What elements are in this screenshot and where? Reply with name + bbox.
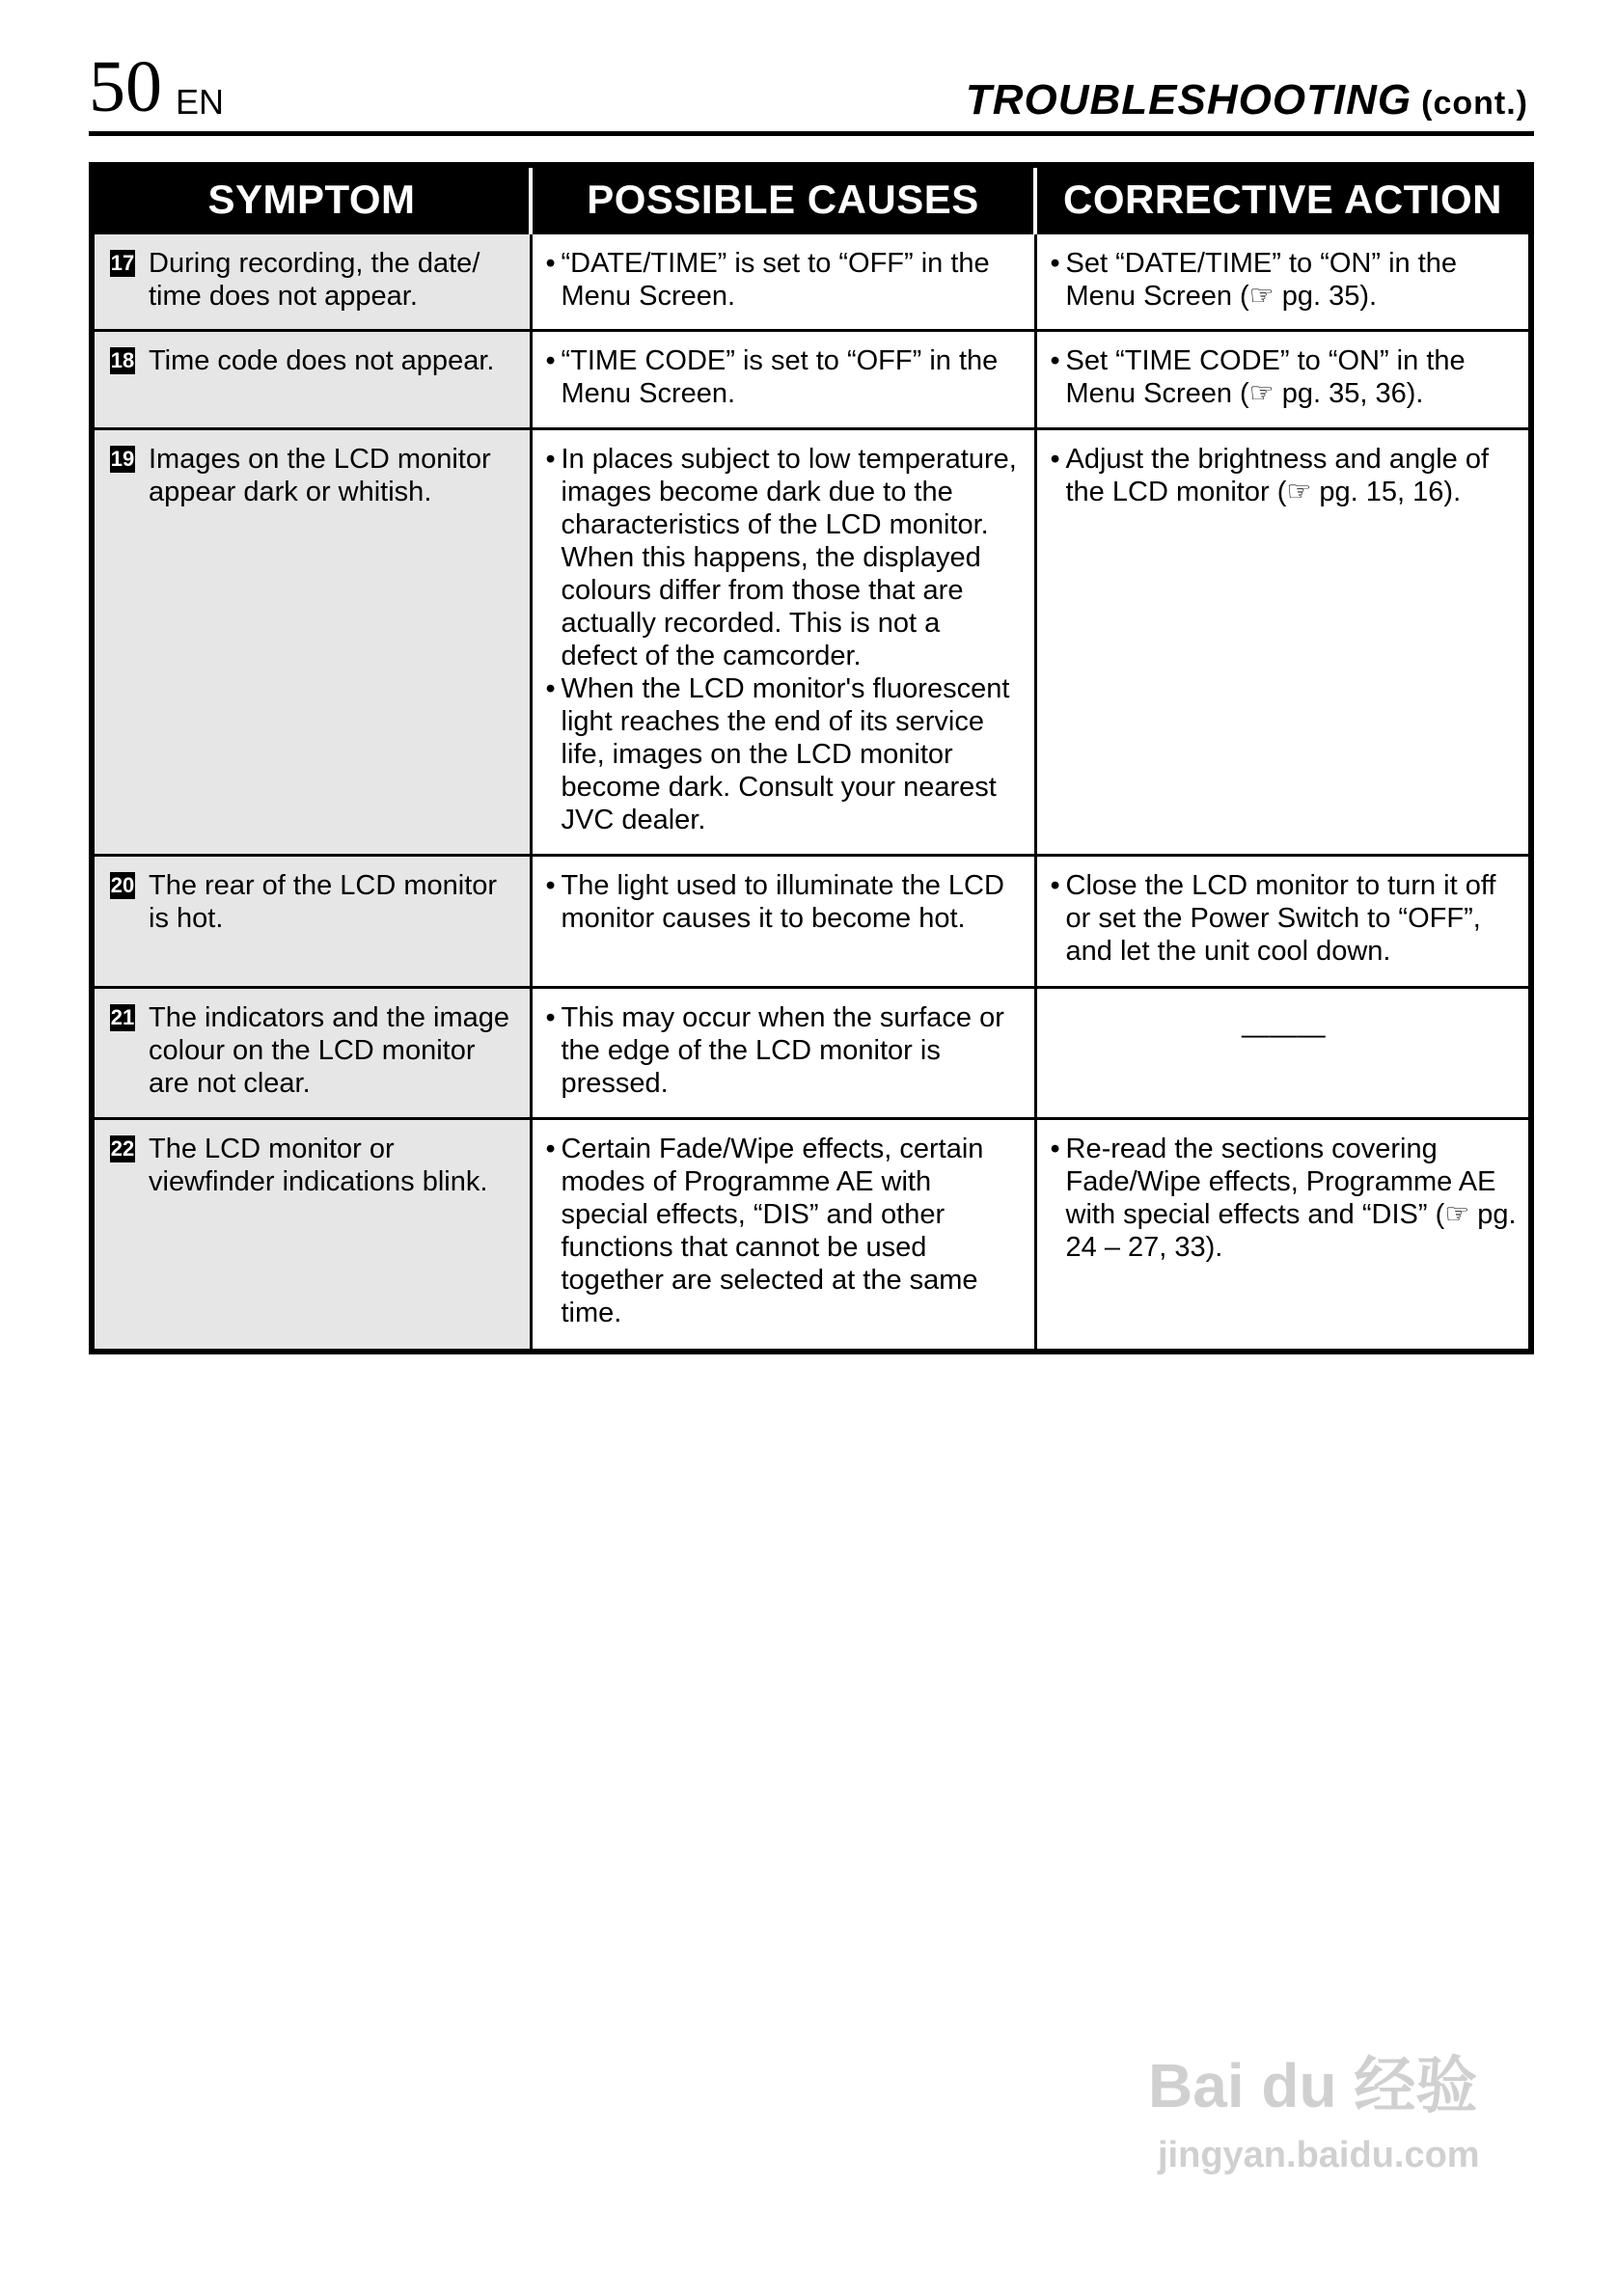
action-cell: • Set “TIME CODE” to “ON” in the Menu Screen (☞ pg. 35, 36). <box>1035 331 1528 429</box>
item-number-badge: 20 <box>110 873 135 897</box>
baidu-watermark-url: jingyan.baidu.com <box>1158 2135 1480 2175</box>
action-cell: • Adjust the brightness and angle of the LCD monitor (☞ pg. 15, 16). <box>1035 429 1528 856</box>
symptom-text: The indicators and the image colour on the LCD monitor are not clear. <box>149 1002 509 1099</box>
cause-text: In places subject to low temperature, images become dark due to the characteristics of the LCD monitor. When this happens, the displayed colours differ from those that are actually recorded. This is not a defect of the camcorder. <box>561 444 1017 671</box>
causes-cell: • “DATE/TIME” is set to “OFF” in the Menu Screen. <box>531 233 1035 331</box>
symptom-cell <box>95 429 531 856</box>
item-number-badge: 21 <box>110 1005 135 1029</box>
symptom-text: Time code does not appear. <box>149 345 495 376</box>
troubleshooting-table <box>89 162 1534 1354</box>
table-row <box>95 988 1528 1119</box>
cause-text: “TIME CODE” is set to “OFF” in the Menu Screen. <box>561 345 999 409</box>
causes-cell: • In places subject to low temperature, images become dark due to the characteristics of the LCD monitor. When this happens, the displayed colours differ from those that are actually recorded. This is not a defect of the camcorder. • When the LCD monitor's fluorescent light reaches the end of its service life, images on the LCD monitor become dark. Consult your nearest JVC dealer. <box>531 429 1035 856</box>
action-text: Set “TIME CODE” to “ON” in the Menu Screen (☞ pg. 35, 36). <box>1065 345 1466 409</box>
action-text: Close the LCD monitor to turn it off or set the Power Switch to “OFF”, and let the unit cool down. <box>1065 870 1496 967</box>
language-label: EN <box>176 82 225 122</box>
symptom-cell <box>95 233 531 331</box>
symptom-cell <box>95 988 531 1119</box>
table-row <box>95 233 1528 331</box>
section-title-text: TROUBLESHOOTING <box>965 76 1412 123</box>
cause-text: The light used to illuminate the LCD monitor causes it to become hot. <box>561 870 1004 934</box>
section-title <box>965 76 1528 123</box>
section-title-suffix: (cont.) <box>1421 85 1528 122</box>
symptom-text: Images on the LCD monitor appear dark or whitish. <box>149 444 491 507</box>
item-number-badge: 17 <box>110 251 135 275</box>
symptom-text: The rear of the LCD monitor is hot. <box>149 870 498 934</box>
item-number-badge: 19 <box>110 447 135 471</box>
symptom-text: During recording, the date/ time does not appear. <box>149 248 480 312</box>
item-number-badge: 18 <box>110 348 135 372</box>
page-header <box>89 46 1534 136</box>
page-number: 50 <box>89 46 162 127</box>
action-text: Adjust the brightness and angle of the LCD monitor (☞ pg. 15, 16). <box>1065 444 1490 507</box>
item-number-badge: 22 <box>110 1136 135 1161</box>
symptom-text: The LCD monitor or viewfinder indications blink. <box>149 1134 488 1197</box>
action-text: Re-read the sections covering Fade/Wipe effects, Programme AE with special effects and “DIS” (☞ pg. 24 – 27, 33). <box>1065 1134 1517 1263</box>
causes-cell: • Certain Fade/Wipe effects, certain modes of Programme AE with special effects, “DIS” and other functions that cannot be used together are selected at the same time. <box>531 1119 1035 1349</box>
no-action-dash: ——— <box>1241 1020 1326 1051</box>
action-cell <box>1035 988 1528 1119</box>
cause-text: “DATE/TIME” is set to “OFF” in the Menu Screen. <box>561 248 990 312</box>
cause-text: Certain Fade/Wipe effects, certain modes of Programme AE with special effects, “DIS” and other functions that cannot be used together are selected at the same time. <box>561 1134 984 1328</box>
action-text: Set “DATE/TIME” to “ON” in the Menu Screen (☞ pg. 35). <box>1065 248 1458 312</box>
column-header-action: CORRECTIVE ACTION <box>1035 168 1528 233</box>
causes-cell: • “TIME CODE” is set to “OFF” in the Menu Screen. <box>531 331 1035 429</box>
cause-text: When the LCD monitor's fluorescent light reaches the end of its service life, images on the LCD monitor become dark. Consult your nearest JVC dealer. <box>561 673 1010 835</box>
baidu-watermark-logo: Bai du 经验 <box>1148 2051 1478 2120</box>
column-header-causes: POSSIBLE CAUSES <box>531 168 1035 233</box>
symptom-cell <box>95 1119 531 1349</box>
causes-cell: • This may occur when the surface or the edge of the LCD monitor is pressed. <box>531 988 1035 1119</box>
table-header-row <box>95 168 1528 233</box>
table-row <box>95 331 1528 429</box>
action-cell: • Close the LCD monitor to turn it off or set the Power Switch to “OFF”, and let the unit cool down. <box>1035 856 1528 988</box>
troubleshooting-grid <box>95 168 1528 1349</box>
column-header-symptom: SYMPTOM <box>95 168 531 233</box>
action-cell: • Re-read the sections covering Fade/Wipe effects, Programme AE with special effects and “DIS” (☞ pg. 24 – 27, 33). <box>1035 1119 1528 1349</box>
table-row <box>95 429 1528 856</box>
table-row <box>95 1119 1528 1349</box>
table-row <box>95 856 1528 988</box>
causes-cell: • The light used to illuminate the LCD monitor causes it to become hot. <box>531 856 1035 988</box>
symptom-cell <box>95 856 531 988</box>
symptom-cell <box>95 331 531 429</box>
cause-text: This may occur when the surface or the edge of the LCD monitor is pressed. <box>561 1002 1004 1099</box>
action-cell: • Set “DATE/TIME” to “ON” in the Menu Screen (☞ pg. 35). <box>1035 233 1528 331</box>
